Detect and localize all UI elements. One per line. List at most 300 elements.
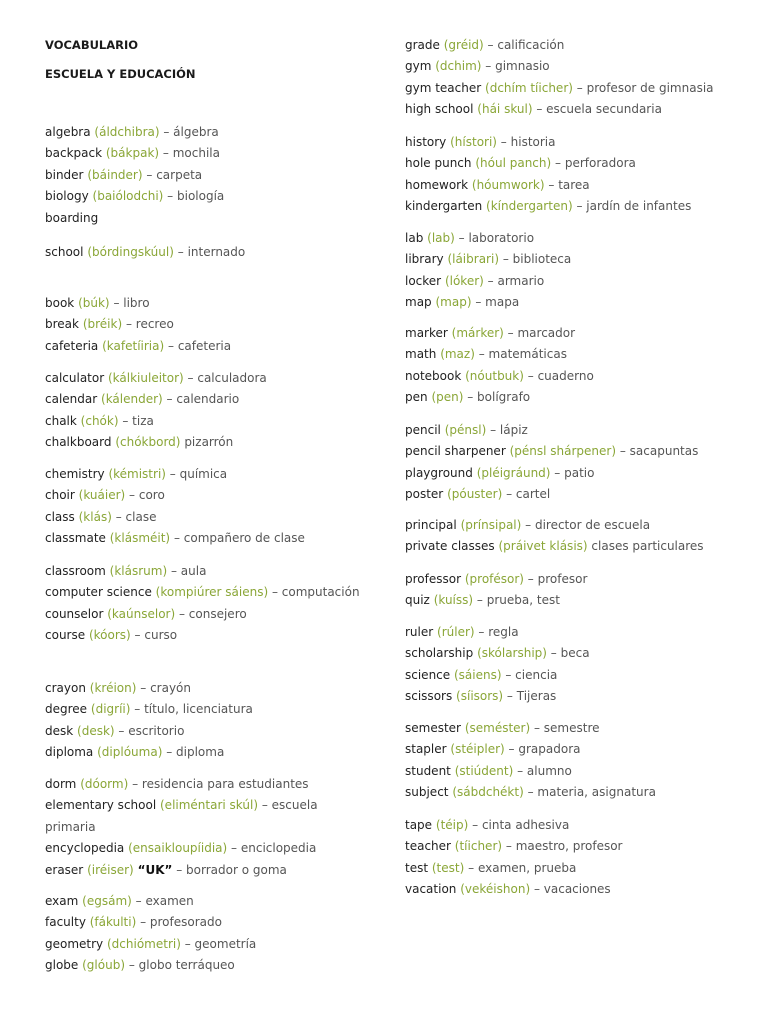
vocab-entry-private-classes xyxy=(405,536,745,557)
vocab-separator: – xyxy=(227,841,241,856)
vocab-separator: – xyxy=(499,252,513,267)
vocab-group xyxy=(405,515,745,558)
vocab-group xyxy=(405,569,745,612)
vocab-pronunciation: (kafetíiria) xyxy=(102,338,165,353)
vocab-separator: – xyxy=(530,882,544,897)
vocab-separator: – xyxy=(546,646,561,661)
vocab-term: break xyxy=(45,317,79,332)
vocab-pronunciation: (hái skul) xyxy=(477,102,533,117)
vocab-pronunciation: (práivet klásis) xyxy=(498,539,588,554)
vocab-translation: mapa xyxy=(485,295,520,310)
vocab-translation: coro xyxy=(138,488,165,503)
vocab-separator: – xyxy=(163,189,177,204)
vocab-translation: biología xyxy=(177,189,225,204)
vocab-translation: aula xyxy=(180,564,207,578)
vocab-separator: – xyxy=(483,273,498,288)
vocab-translation: materia, asignatura xyxy=(537,785,656,800)
vocab-separator: – xyxy=(162,745,177,760)
section-title: ESCUELA Y EDUCACIÓN xyxy=(45,67,196,81)
vocab-separator: – xyxy=(454,231,469,245)
vocab-translation: biblioteca xyxy=(512,252,572,267)
page-title: VOCABULARIO xyxy=(45,38,139,52)
vocab-separator: – xyxy=(532,102,547,117)
vocab-term: pencil xyxy=(405,423,441,437)
vocab-entry-gym-teacher xyxy=(405,78,745,99)
vocab-entry-encyclopedia xyxy=(45,838,365,859)
vocab-group xyxy=(45,242,365,263)
vocab-pronunciation: (síisors) xyxy=(456,689,504,704)
vocab-entry-school xyxy=(45,242,365,263)
vocab-translation: tiza xyxy=(132,413,154,428)
vocab-term: library xyxy=(405,252,444,267)
vocab-pronunciation: (márker) xyxy=(451,326,504,340)
vocab-entry-elementary-school xyxy=(45,795,365,838)
vocab-translation: computación xyxy=(281,585,360,600)
vocab-term: science xyxy=(405,667,451,682)
vocab-term: high school xyxy=(405,102,474,117)
vocab-pronunciation: (chók) xyxy=(80,413,119,428)
vocab-entry-stapler xyxy=(405,739,745,760)
vocab-separator: – xyxy=(530,721,544,735)
vocab-entry-poster xyxy=(405,484,745,505)
vocab-entry-pencil-sharpener xyxy=(405,441,745,462)
vocab-term: calculator xyxy=(45,371,105,385)
vocab-translation: química xyxy=(179,467,228,481)
vocab-pronunciation: (stéipler) xyxy=(450,742,505,757)
vocab-entry-exam xyxy=(45,891,365,912)
vocab-translation: recreo xyxy=(135,317,174,332)
vocab-separator: – xyxy=(122,317,136,332)
vocab-term: classroom xyxy=(45,564,106,578)
vocab-entry-classroom xyxy=(45,561,365,582)
vocab-term: book xyxy=(45,296,75,310)
vocab-entry-chemistry xyxy=(45,464,365,485)
vocab-entry-geometry xyxy=(45,934,365,955)
vocab-separator: – xyxy=(523,368,538,383)
vocab-pronunciation: (glóub) xyxy=(82,958,126,973)
vocab-separator: – xyxy=(616,444,630,459)
vocab-term: map xyxy=(405,295,432,310)
vocab-group xyxy=(405,622,745,708)
vocab-pronunciation: (dóorm) xyxy=(80,777,129,791)
vocab-translation: grapadora xyxy=(518,742,581,757)
vocab-translation: diploma xyxy=(176,745,225,760)
vocab-term: lab xyxy=(405,231,424,245)
vocab-term: semester xyxy=(405,721,461,735)
vocab-term: binder xyxy=(45,167,84,182)
vocab-translation: profesor de gimnasia xyxy=(586,80,714,95)
vocab-separator: – xyxy=(503,689,517,704)
vocab-translation: cuaderno xyxy=(537,368,594,383)
vocab-separator: – xyxy=(128,777,142,791)
vocab-entry-marker xyxy=(405,323,745,344)
vocab-translation: regla xyxy=(488,625,519,639)
vocab-pronunciation: (pléigráund) xyxy=(476,465,551,480)
vocab-separator: – xyxy=(523,572,538,586)
vocab-entry-break xyxy=(45,314,365,335)
vocab-pronunciation: (sábdchékt) xyxy=(452,785,524,800)
vocab-entry-binder xyxy=(45,165,365,186)
vocab-pronunciation: (pénsl shárpener) xyxy=(509,444,617,459)
vocab-translation: perforadora xyxy=(564,156,636,171)
vocab-pronunciation: (kréion) xyxy=(89,681,137,695)
vocab-pronunciation: (desk) xyxy=(77,723,115,738)
vocab-translation: cafeteria xyxy=(177,338,232,353)
vocab-translation: gimnasio xyxy=(495,59,550,74)
vocab-entry-backpack xyxy=(45,143,365,164)
vocab-term: history xyxy=(405,135,447,149)
vocab-term: marker xyxy=(405,326,448,340)
vocab-entry-cafeteria xyxy=(45,336,365,357)
vocab-separator: – xyxy=(165,467,180,481)
vocab-group xyxy=(45,678,365,764)
vocab-separator: – xyxy=(130,702,145,717)
vocab-translation: internado xyxy=(187,245,246,259)
vocab-term: tape xyxy=(405,818,433,832)
vocab-pronunciation: (póuster) xyxy=(447,487,503,502)
vocab-term: chemistry xyxy=(45,467,105,481)
vocab-translation: tarea xyxy=(558,177,590,192)
vocab-group xyxy=(405,323,745,409)
vocab-group xyxy=(45,561,365,647)
vocab-translation: escritorio xyxy=(128,723,185,738)
vocab-term: kindergarten xyxy=(405,199,483,214)
vocab-entry-faculty xyxy=(45,912,365,933)
vocab-term: playground xyxy=(405,465,473,480)
vocab-translation: profesor xyxy=(537,572,588,586)
vocab-separator: – xyxy=(125,488,139,503)
vocab-entry-class xyxy=(45,507,365,528)
vocab-term: gym xyxy=(405,59,432,74)
vocab-group xyxy=(45,891,365,977)
vocab-separator: – xyxy=(162,392,177,407)
vocab-pronunciation: (bréik) xyxy=(82,317,123,332)
vocab-translation: jardín de infantes xyxy=(586,199,692,214)
vocab-pronunciation: (kóors) xyxy=(88,628,131,643)
vocab-pronunciation: (chókbord) xyxy=(115,435,181,450)
vocab-entry-calculator xyxy=(45,368,365,389)
vocab-pronunciation: (kálender) xyxy=(101,392,163,407)
vocab-translation: clase xyxy=(125,509,157,524)
vocab-separator: – xyxy=(159,125,174,139)
vocab-entry-biology xyxy=(45,186,365,207)
vocab-term: stapler xyxy=(405,742,447,757)
vocab-term: hole punch xyxy=(405,156,472,171)
vocab-translation: sacapuntas xyxy=(629,444,699,459)
vocab-translation: escuela primaria xyxy=(45,798,318,834)
vocab-term: degree xyxy=(45,702,88,717)
vocab-translation: examen, prueba xyxy=(477,860,577,875)
vocab-pronunciation: (digríi) xyxy=(90,702,131,717)
vocab-separator: – xyxy=(468,818,482,832)
vocab-separator: – xyxy=(170,531,184,546)
vocab-separator: – xyxy=(481,59,496,74)
vocab-entry-locker xyxy=(405,271,745,292)
vocab-term: notebook xyxy=(405,368,462,383)
vocab-term: crayon xyxy=(45,681,86,695)
vocab-separator: – xyxy=(136,915,150,930)
vocab-translation: residencia para estudiantes xyxy=(141,777,309,791)
vocab-translation: calculadora xyxy=(197,371,267,385)
vocab-entry-classmate xyxy=(45,528,365,549)
vocab-pronunciation: (kíndergarten) xyxy=(486,199,573,214)
vocab-pronunciation: (búk) xyxy=(78,296,110,310)
vocab-separator: – xyxy=(572,80,587,95)
vocab-pronunciation: (sáiens) xyxy=(453,667,502,682)
vocab-translation: consejero xyxy=(188,606,247,621)
vocab-term: computer science xyxy=(45,585,152,600)
vocab-separator: – xyxy=(483,38,498,52)
vocab-entry-chalkboard xyxy=(45,432,365,453)
vocab-pronunciation: (téip) xyxy=(435,818,469,832)
vocab-group xyxy=(45,368,365,454)
vocab-entry-grade xyxy=(405,35,745,56)
vocab-translation: mochila xyxy=(172,146,220,161)
vocab-translation: prueba, test xyxy=(486,593,560,608)
vocab-entry-dorm xyxy=(45,774,365,795)
vocab-translation: ciencia xyxy=(515,667,558,682)
vocab-pronunciation: (klásméit) xyxy=(109,531,171,546)
vocab-translation: cinta adhesiva xyxy=(481,818,570,832)
vocab-separator: – xyxy=(118,413,133,428)
vocab-term: dorm xyxy=(45,777,77,791)
vocab-pronunciation: (láibrari) xyxy=(447,252,499,267)
vocab-translation: curso xyxy=(144,628,178,643)
vocab-term: calendar xyxy=(45,392,98,407)
vocab-entry-calendar xyxy=(45,389,365,410)
vocab-pronunciation: (klásrum) xyxy=(109,564,168,578)
vocab-separator: – xyxy=(167,564,181,578)
vocab-entry-history xyxy=(405,132,745,153)
vocab-group xyxy=(45,122,365,229)
vocab-pronunciation: (lab) xyxy=(427,231,455,245)
vocab-term: locker xyxy=(405,273,442,288)
vocab-term: algebra xyxy=(45,125,91,139)
vocab-translation: clases particulares xyxy=(591,539,704,554)
vocab-separator: – xyxy=(473,593,487,608)
vocab-translation: examen xyxy=(145,894,194,908)
vocab-translation: vacaciones xyxy=(543,882,611,897)
vocab-term: scissors xyxy=(405,689,453,704)
vocab-term: faculty xyxy=(45,915,86,930)
vocab-entry-boarding xyxy=(45,208,365,229)
vocab-pronunciation: (kálkiuleitor) xyxy=(107,371,184,385)
vocab-separator: – xyxy=(463,390,478,405)
vocab-term: globe xyxy=(45,958,79,973)
vocab-pronunciation: (kuáier) xyxy=(78,488,126,503)
vocab-term: pencil sharpener xyxy=(405,444,506,459)
vocab-translation: calificación xyxy=(497,38,565,52)
vocab-entry-crayon xyxy=(45,678,365,699)
vocab-entry-quiz xyxy=(405,590,745,611)
vocab-separator: – xyxy=(486,423,500,437)
vocab-group xyxy=(45,774,365,881)
vocab-pronunciation: (iréiser) xyxy=(87,862,134,877)
vocab-pronunciation: (diplóuma) xyxy=(97,745,163,760)
vocab-pronunciation: (fákulti) xyxy=(89,915,137,930)
vocab-pronunciation: (hóumwork) xyxy=(471,177,545,192)
vocab-translation: Tijeras xyxy=(516,689,557,704)
vocab-pronunciation: (tíicher) xyxy=(454,839,503,854)
vocab-term: elementary school xyxy=(45,798,157,813)
vocab-entry-subject xyxy=(405,782,745,803)
vocab-term: grade xyxy=(405,38,440,52)
vocab-translation: profesorado xyxy=(149,915,222,930)
vocab-entry-chalk xyxy=(45,411,365,432)
vocab-term: school xyxy=(45,245,84,259)
vocab-pronunciation: (prínsipal) xyxy=(460,518,522,532)
vocab-term: backpack xyxy=(45,146,103,161)
vocab-term: choir xyxy=(45,488,75,503)
vocab-pronunciation: (map) xyxy=(435,295,472,310)
vocab-translation: globo terráqueo xyxy=(138,958,235,973)
vocab-pronunciation: (áldchibra) xyxy=(94,125,160,139)
vocab-pronunciation: (maz) xyxy=(440,347,475,362)
vocab-entry-eraser xyxy=(45,860,365,881)
vocab-separator: – xyxy=(109,296,124,310)
vocab-pronunciation: (lóker) xyxy=(444,273,484,288)
vocab-entry-diploma xyxy=(45,742,365,763)
vocab-entry-high-school xyxy=(405,99,745,120)
vocab-pronunciation: (vekéishon) xyxy=(460,882,531,897)
vocab-entry-playground xyxy=(405,463,745,484)
vocab-translation: historia xyxy=(510,135,556,149)
vocab-entry-vacation xyxy=(405,879,745,900)
vocab-separator: – xyxy=(504,742,519,757)
vocab-group xyxy=(405,718,745,804)
vocab-term: counselor xyxy=(45,606,104,621)
vocab-translation: crayón xyxy=(150,681,191,695)
vocab-separator: – xyxy=(523,785,538,800)
vocab-translation: carpeta xyxy=(156,167,203,182)
vocab-entry-semester xyxy=(405,718,745,739)
vocab-separator: – xyxy=(258,798,272,813)
vocab-translation: calendario xyxy=(176,392,240,407)
vocab-entry-map xyxy=(405,292,745,313)
vocab-translation: director de escuela xyxy=(534,518,651,532)
vocab-entry-math xyxy=(405,344,745,365)
vocab-pronunciation: (nóutbuk) xyxy=(465,368,524,383)
vocab-term: course xyxy=(45,628,86,643)
vocab-separator: – xyxy=(496,135,511,149)
vocab-entry-kindergarten xyxy=(405,196,745,217)
vocab-term: student xyxy=(405,763,451,778)
vocab-separator: – xyxy=(550,465,565,480)
vocab-pronunciation: (profésor) xyxy=(464,572,524,586)
vocab-term: encyclopedia xyxy=(45,841,125,856)
vocab-term: poster xyxy=(405,487,444,502)
vocab-separator: – xyxy=(464,860,478,875)
vocab-term: diploma xyxy=(45,745,94,760)
vocab-translation: alumno xyxy=(526,763,572,778)
vocab-separator: – xyxy=(142,167,157,182)
vocab-separator: – xyxy=(159,146,173,161)
vocab-pronunciation: (pénsl) xyxy=(444,423,487,437)
vocab-entry-book xyxy=(45,293,365,314)
vocab-term: private classes xyxy=(405,539,495,554)
vocab-pronunciation: (hóul panch) xyxy=(475,156,552,171)
vocab-pronunciation: (egsám) xyxy=(82,894,132,908)
vocab-pronunciation: (ensaikloupíidia) xyxy=(128,841,228,856)
vocab-separator: – xyxy=(501,667,516,682)
vocab-separator: – xyxy=(502,839,516,854)
vocab-pronunciation: (test) xyxy=(431,860,465,875)
vocab-separator: – xyxy=(544,177,559,192)
vocab-translation: borrador o goma xyxy=(186,862,287,877)
vocab-pronunciation: (pen) xyxy=(431,390,464,405)
vocab-separator: – xyxy=(513,763,527,778)
vocab-translation: álgebra xyxy=(173,125,219,139)
vocab-note: “UK” xyxy=(137,862,173,877)
vocab-translation: escuela secundaria xyxy=(546,102,662,117)
vocab-pronunciation: (kuíss) xyxy=(433,593,474,608)
vocab-term: subject xyxy=(405,785,449,800)
vocab-entry-globe xyxy=(45,955,365,976)
vocab-term: eraser xyxy=(45,862,84,877)
vocab-separator: – xyxy=(572,199,587,214)
vocab-group xyxy=(405,132,745,218)
vocab-pronunciation: (rúler) xyxy=(437,625,475,639)
vocab-term: math xyxy=(405,347,437,362)
vocab-separator: – xyxy=(172,862,187,877)
vocab-separator: – xyxy=(503,326,518,340)
vocab-entry-hole-punch xyxy=(405,153,745,174)
vocab-separator: – xyxy=(130,628,145,643)
vocab-entry-degree xyxy=(45,699,365,720)
vocab-separator: – xyxy=(131,894,146,908)
vocab-term: ruler xyxy=(405,625,434,639)
vocab-entry-counselor xyxy=(45,604,365,625)
vocab-entry-lab xyxy=(405,228,745,249)
vocab-pronunciation: (kémistri) xyxy=(108,467,166,481)
vocab-term: biology xyxy=(45,189,89,204)
vocab-entry-science xyxy=(405,665,745,686)
vocab-term: chalkboard xyxy=(45,435,112,450)
vocab-separator: – xyxy=(173,245,188,259)
vocab-pronunciation: (skólarship) xyxy=(477,646,547,661)
vocab-translation: cartel xyxy=(515,487,551,502)
vocab-pronunciation: (stiúdent) xyxy=(454,763,514,778)
vocab-term: scholarship xyxy=(405,646,474,661)
vocab-group xyxy=(45,464,365,550)
vocab-entry-homework xyxy=(405,175,745,196)
vocab-translation: título, licenciatura xyxy=(144,702,253,717)
vocab-translation: semestre xyxy=(543,721,600,735)
vocab-translation: compañero de clase xyxy=(183,531,305,546)
vocab-group xyxy=(45,293,365,357)
vocab-translation: patio xyxy=(564,465,595,480)
vocab-separator: – xyxy=(136,681,151,695)
vocab-group xyxy=(405,228,745,314)
vocab-entry-pencil xyxy=(405,420,745,441)
vocab-separator: – xyxy=(183,371,198,385)
vocab-translation: maestro, profesor xyxy=(515,839,623,854)
vocab-entry-computer-science xyxy=(45,582,365,603)
vocab-pronunciation: (kaúnselor) xyxy=(107,606,176,621)
vocab-term: classmate xyxy=(45,531,106,546)
vocab-translation: beca xyxy=(560,646,590,661)
vocab-entry-library xyxy=(405,249,745,270)
vocab-entry-pen xyxy=(405,387,745,408)
vocab-pronunciation: (klás) xyxy=(78,509,112,524)
vocab-separator: – xyxy=(175,606,189,621)
vocab-entry-notebook xyxy=(405,366,745,387)
vocab-translation: matemáticas xyxy=(488,347,567,362)
vocab-entry-choir xyxy=(45,485,365,506)
vocab-entry-algebra xyxy=(45,122,365,143)
vocab-term: desk xyxy=(45,723,74,738)
vocab-term: principal xyxy=(405,518,457,532)
